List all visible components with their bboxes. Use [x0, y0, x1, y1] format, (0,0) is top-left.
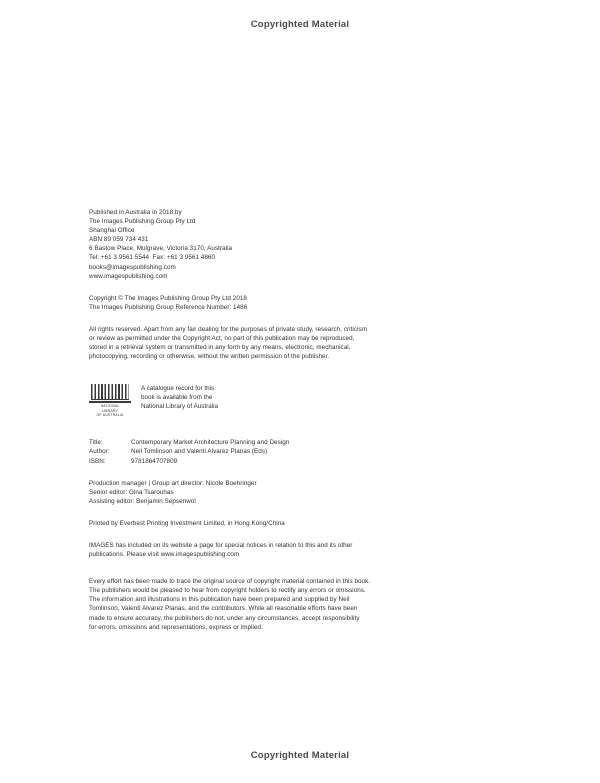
address-line: 6 Bastow Place, Mulgrave, Victoria 3170, Australia: [89, 245, 233, 253]
national-library-block: [89, 383, 509, 416]
email-line: books@imagespublishing.com: [89, 263, 176, 271]
library-caption-line-1: A catalogue record for this: [141, 385, 215, 393]
copyright-line-1: Copyright © The Images Publishing Group Pty Ltd 2018: [89, 294, 247, 302]
disclaimer-block: [89, 577, 407, 632]
isbn-label: ISBN:: [89, 457, 106, 465]
credits-line-3: Assisting editor: Benjamin Sepsenwol: [89, 497, 196, 505]
published-line: Published in Australia in 2018 by: [89, 209, 182, 216]
copyright-line-2: The Images Publishing Group Reference Number: 1486: [89, 303, 248, 311]
spacer: [89, 420, 509, 438]
library-logo-line-2: LIBRARY: [101, 408, 118, 413]
credits-line-1: Production manager | Group art director: Nicole Boehringer: [89, 479, 257, 487]
title-label: Title:: [89, 439, 103, 447]
library-logo-line-3: OF AUSTRALIA: [96, 413, 124, 418]
watermark-top: Copyrighted Material: [250, 19, 350, 30]
library-base-shape: [89, 401, 131, 403]
website-line: www.imagespublishing.com: [89, 272, 168, 280]
library-caption-line-2: book is available from the: [141, 393, 213, 401]
phone-fax-line: Tel: +61 3 9561 5544 Fax: +61 3 9561 4860: [89, 254, 216, 262]
spacer: [89, 312, 509, 325]
title-value: Contemporary Market Architecture Planning and Design: [131, 439, 290, 447]
disclaimer-line-5: made to ensure accuracy, the publishers do not, under any circumstances, accept responsibility: [89, 614, 360, 622]
disclaimer-line-4: Tomlinson, Valenti Alvarez Planas, and the contributors. While all reasonable efforts have been: [89, 605, 358, 613]
imprint-page-body: [89, 208, 509, 632]
rights-line-1: All rights reserved. Apart from any fair dealing for the purposes of private study, research, criticism: [89, 325, 368, 333]
spacer: [89, 466, 509, 479]
rights-block: [89, 325, 407, 361]
spacer: [89, 559, 509, 577]
disclaimer-line-6: for errors, omissions and representations, express or implied.: [89, 623, 263, 631]
imprint-block: [89, 208, 509, 281]
printing-block: [89, 519, 509, 528]
office-line: Shanghai Office: [89, 227, 135, 235]
notices-line-2: publications. Please visit www.imagespublishing.com: [89, 551, 240, 559]
rights-line-3: stored in a retrieval system or transmitted in any form by any means, electronic, mechanical,: [89, 344, 351, 352]
spacer: [89, 506, 509, 519]
library-colonnade-shape: [91, 384, 129, 400]
book-details-block: [89, 438, 289, 465]
abn-line: ABN 89 059 734 431: [89, 236, 149, 244]
author-label: Author:: [89, 448, 110, 456]
publisher-line: The Images Publishing Group Pty Ltd: [89, 218, 196, 226]
library-logo-line-1: NATIONAL: [100, 404, 120, 409]
isbn-value: 9781864707809: [131, 457, 178, 465]
rights-line-2: or review as permitted under the Copyright Act, no part of this publication may be reproduced,: [89, 335, 355, 343]
national-library-caption: [141, 383, 218, 411]
copyright-block: [89, 294, 509, 312]
notices-line-1: IMAGES has included on its website a page for special notices in relation to this and its other: [89, 541, 353, 549]
credits-block: [89, 479, 509, 506]
printing-line-1: Printed by Everbest Printing Investment Limited, in Hong Kong/China: [89, 519, 285, 527]
library-logo-text: [89, 404, 131, 417]
notices-block: [89, 541, 407, 559]
disclaimer-line-2: The publishers would be pleased to hear from copyright holders to rectify any errors or omissions.: [89, 587, 366, 595]
spacer: [89, 528, 509, 541]
title-row: [89, 438, 289, 447]
author-value: Neil Tomlinson and Valenti Alvarez Planas (Eds): [131, 448, 268, 456]
national-library-logo-icon: [89, 383, 131, 416]
rights-line-4: photocopying, recording or otherwise, without the written permission of the publisher.: [89, 353, 330, 361]
isbn-row: [89, 457, 289, 466]
watermark-bottom: Copyrighted Material: [250, 750, 350, 761]
credits-line-2: Senior editor: Gina Tsarouhas: [89, 488, 174, 496]
library-caption-line-3: National Library of Australia: [141, 402, 219, 410]
disclaimer-line-1: Every effort has been made to trace the original source of copyright material contained in this book.: [89, 578, 371, 586]
spacer: [89, 281, 509, 294]
author-row: [89, 447, 289, 456]
disclaimer-line-3: The information and illustrations in this publication have been prepared and supplied by Neil: [89, 596, 350, 604]
